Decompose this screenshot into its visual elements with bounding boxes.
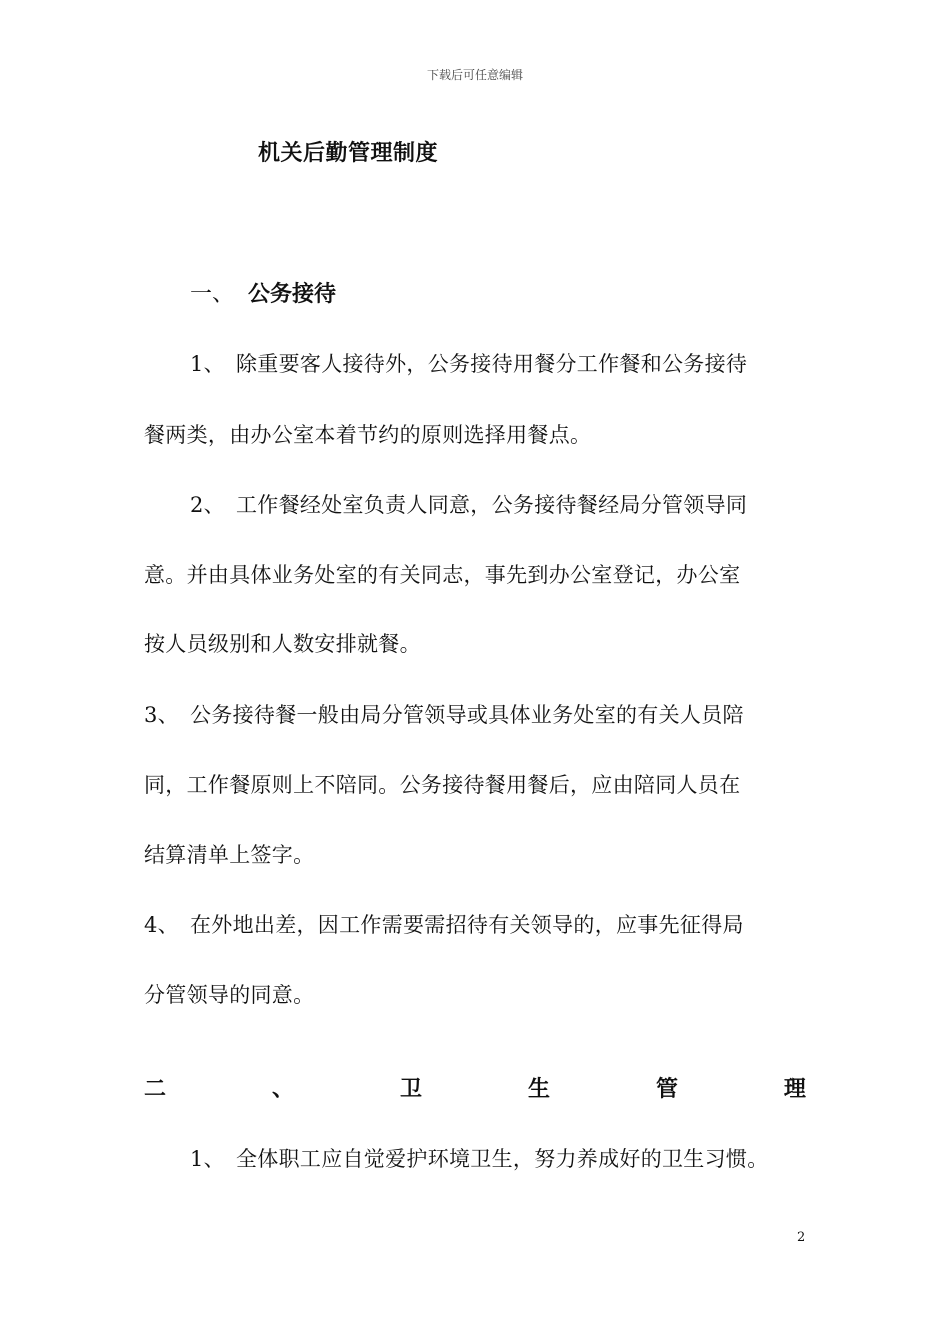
item-2-number: 2、 [190,493,225,517]
item-2-line-2: 意。并由具体业务处室的有关同志，事先到办公室登记，办公室 [144,563,741,587]
section-2-char: 管 [655,1077,678,1102]
section-1-title: 公务接待 [248,282,337,307]
section-1-number: 一、 [190,282,235,307]
item-2-text-1: 工作餐经处室负责人同意，公务接待餐经局分管领导同 [236,493,748,517]
item-4-number: 4、 [144,913,179,937]
item-3-text-1: 公务接待餐一般由局分管领导或具体业务处室的有关人员陪 [190,703,744,727]
item-2-line-3: 按人员级别和人数安排就餐。 [144,632,421,656]
section-1-heading [190,277,336,308]
section-2-char: 卫 [399,1077,422,1102]
item-1-line-2: 餐两类，由办公室本着节约的原则选择用餐点。 [144,423,592,447]
section-2-item-1-text-1: 全体职工应自觉爱护环境卫生，努力养成好的卫生习惯。 [236,1147,769,1171]
section-2-char: 、 [271,1077,294,1102]
page-number: 2 [797,1230,806,1245]
section-2-char: 生 [527,1077,550,1102]
item-1-number: 1、 [190,352,225,376]
item-3-number: 3、 [144,703,179,727]
item-3-line-3: 结算清单上签字。 [144,843,315,867]
header-note: 下载后可任意编辑 [426,68,523,82]
item-4-line-2: 分管领导的同意。 [144,983,315,1007]
section-2-item-1-line-1 [190,1143,769,1173]
item-3-line-1 [144,699,744,729]
section-2-char: 理 [783,1077,806,1102]
document-title: 机关后勤管理制度 [258,141,439,166]
item-4-text-1: 在外地出差，因工作需要需招待有关领导的，应事先征得局 [190,913,744,937]
item-4-line-1 [144,909,744,939]
item-3-line-2: 同，工作餐原则上不陪同。公务接待餐用餐后，应由陪同人员在 [144,773,741,797]
item-1-line-1 [190,348,747,378]
section-2-heading [144,1072,806,1103]
item-1-text-1: 除重要客人接待外，公务接待用餐分工作餐和公务接待 [236,352,748,376]
item-2-line-1 [190,489,747,519]
section-2-item-1-number: 1、 [190,1147,225,1171]
section-2-char: 二 [144,1077,167,1102]
